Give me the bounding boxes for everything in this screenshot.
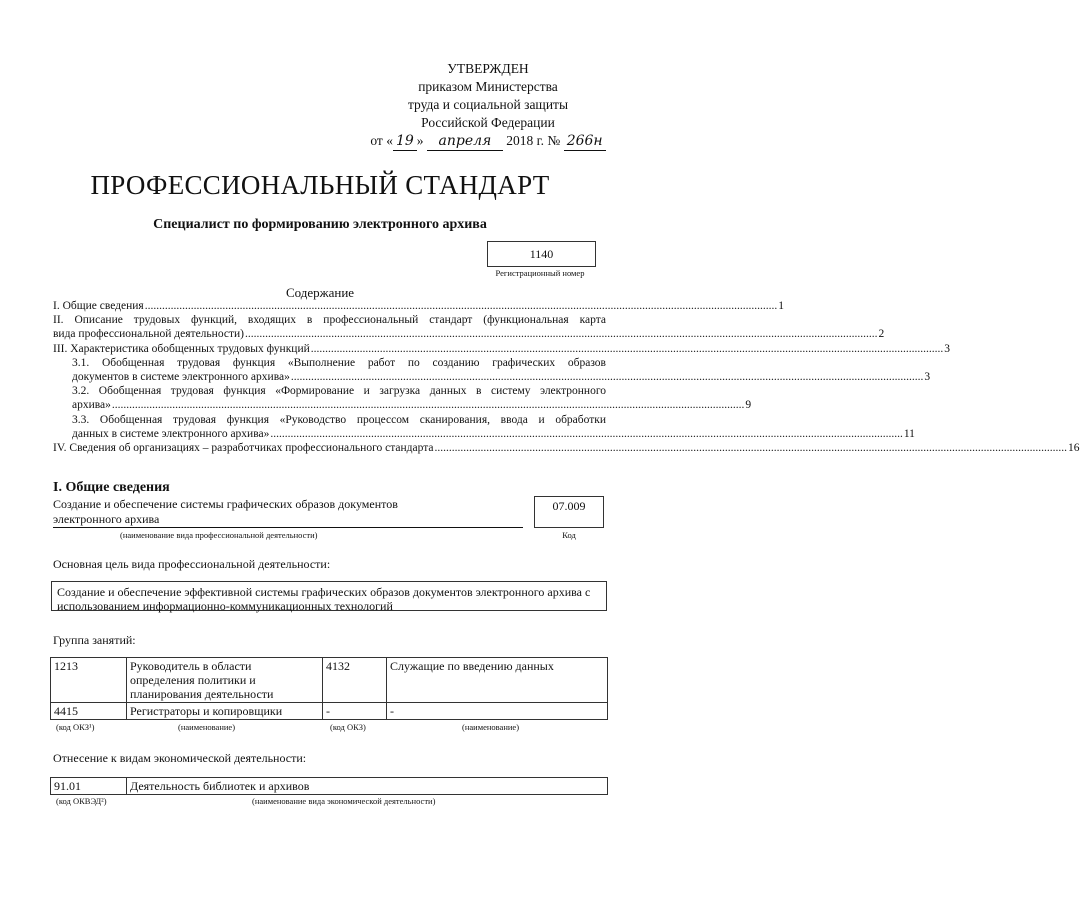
activity-underline [53,527,523,528]
okz-name: Регистраторы и копировщики [127,703,323,720]
approval-date: от « 19 » апреля 2018 г. № 266н [368,132,608,151]
toc-item-text: II. Описание трудовых функций, входящих в профессиональный стандарт (функциональная карта [53,314,606,327]
okved-caption: (код ОКВЭД²) [56,796,107,806]
standard-name: Специалист по формированию электронного архива [153,217,487,232]
toc-page-number: 3 [924,371,931,384]
approval-year: 2018 г. № [506,133,561,148]
toc-item [53,356,931,384]
activity-name: Создание и обеспечение системы графических образов документов электронного архива [53,497,398,526]
occ-caption: (наименование) [178,722,236,732]
toc-item [53,441,1080,455]
okved-caption: (наименование вида экономической деятельности) [252,796,436,806]
toc-item [53,413,915,441]
toc-item-label: документов в системе электронного архива» [72,371,290,384]
toc-item-text: 3.2. Обобщенная трудовая функция «Формирование и загрузка данных в систему электронного [72,385,606,398]
approval-day: 19 [393,132,417,151]
toc-page-number: 11 [903,427,915,440]
toc-item-label: III. Характеристика обобщенных трудовых функций [53,342,310,355]
toc-leader-dots: ............................................................................................................................................................................................................................ [111,399,745,412]
occ-caption: (код ОКЗ) [330,722,366,732]
toc-leader-dots: ............................................................................................................................................................................................................................ [290,371,924,384]
toc-item-label: I. Общие сведения [53,300,144,312]
toc-page-number: 9 [745,399,752,412]
toc-item-label: данных в системе электронного архива» [72,427,270,440]
table-of-contents [53,299,1080,455]
okz-name: Служащие по введению данных [387,658,608,703]
okz-name: Руководитель в области определения политики и планирования деятельности [127,658,323,703]
approval-month: апреля [427,132,503,151]
toc-page-number: 3 [944,342,951,355]
standard-title: ПРОФЕССИОНАЛЬНЫЙ СТАНДАРТ [90,170,550,200]
table-row [51,658,608,703]
okz-code: 1213 [51,658,127,703]
activity-caption: (наименование вида профессиональной деятельности) [120,530,318,540]
toc-item [53,342,951,356]
toc-leader-dots: ............................................................................................................................................................................................................................ [310,342,944,355]
toc-item-label: вида профессиональной деятельности) [53,328,244,341]
toc-leader-dots: ............................................................................................................................................................................................................................ [144,300,778,312]
toc-leader-dots: ............................................................................................................................................................................................................................ [434,442,1067,455]
toc-page-number: 1 [778,300,784,312]
okz-name: - [387,703,608,720]
goal-label: Основная цель вида профессиональной деятельности: [53,557,331,571]
group-label: Группа занятий: [53,633,136,647]
approval-number: 266н [564,132,606,151]
toc-item-text: 3.1. Обобщенная трудовая функция «Выполнение работ по созданию графических образов [72,356,606,369]
registration-label: Регистрационный номер [495,268,585,278]
approval-block [368,60,608,151]
registration-number: 1140 [487,241,596,267]
okved-code: 91.01 [51,778,127,795]
toc-item [53,299,784,313]
approval-line: приказом Министерства [418,79,558,94]
approval-title: УТВЕРЖДЕН [447,61,529,76]
approval-line: труда и социальной защиты [407,97,569,112]
toc-item-label: IV. Сведения об организациях – разработчиках профессионального стандарта [53,442,434,455]
okz-code: 4132 [323,658,387,703]
activity-code: 07.009 [534,496,604,528]
okved-table [50,777,608,795]
toc-heading: Содержание [285,285,355,300]
okved-label: Отнесение к видам экономической деятельности: [53,751,307,765]
toc-leader-dots: ............................................................................................................................................................................................................................ [270,427,903,440]
approval-line: Российской Федерации [421,115,555,130]
table-row [51,778,608,795]
okz-code: - [323,703,387,720]
toc-page-number: 2 [878,328,885,341]
toc-item-label: архива» [72,399,111,412]
goal-text: Создание и обеспечение эффективной системы графических образов документов электронного архива с использованием информационно-коммуникационных технологий [51,581,607,611]
code-caption: Код [562,530,576,540]
toc-item [53,313,885,341]
toc-item [53,384,752,412]
okz-code: 4415 [51,703,127,720]
toc-leader-dots: ............................................................................................................................................................................................................................ [244,328,878,341]
toc-item-text: 3.3. Обобщенная трудовая функция «Руководство процессом сканирования, ввода и обработки [72,413,606,426]
toc-page-number: 16 [1068,442,1080,455]
occ-caption: (код ОКЗ¹) [56,722,95,732]
table-row [51,703,608,720]
okved-name: Деятельность библиотек и архивов [127,778,608,795]
occupation-table [50,657,608,720]
section-heading: I. Общие сведения [53,480,170,495]
occ-caption: (наименование) [462,722,520,732]
